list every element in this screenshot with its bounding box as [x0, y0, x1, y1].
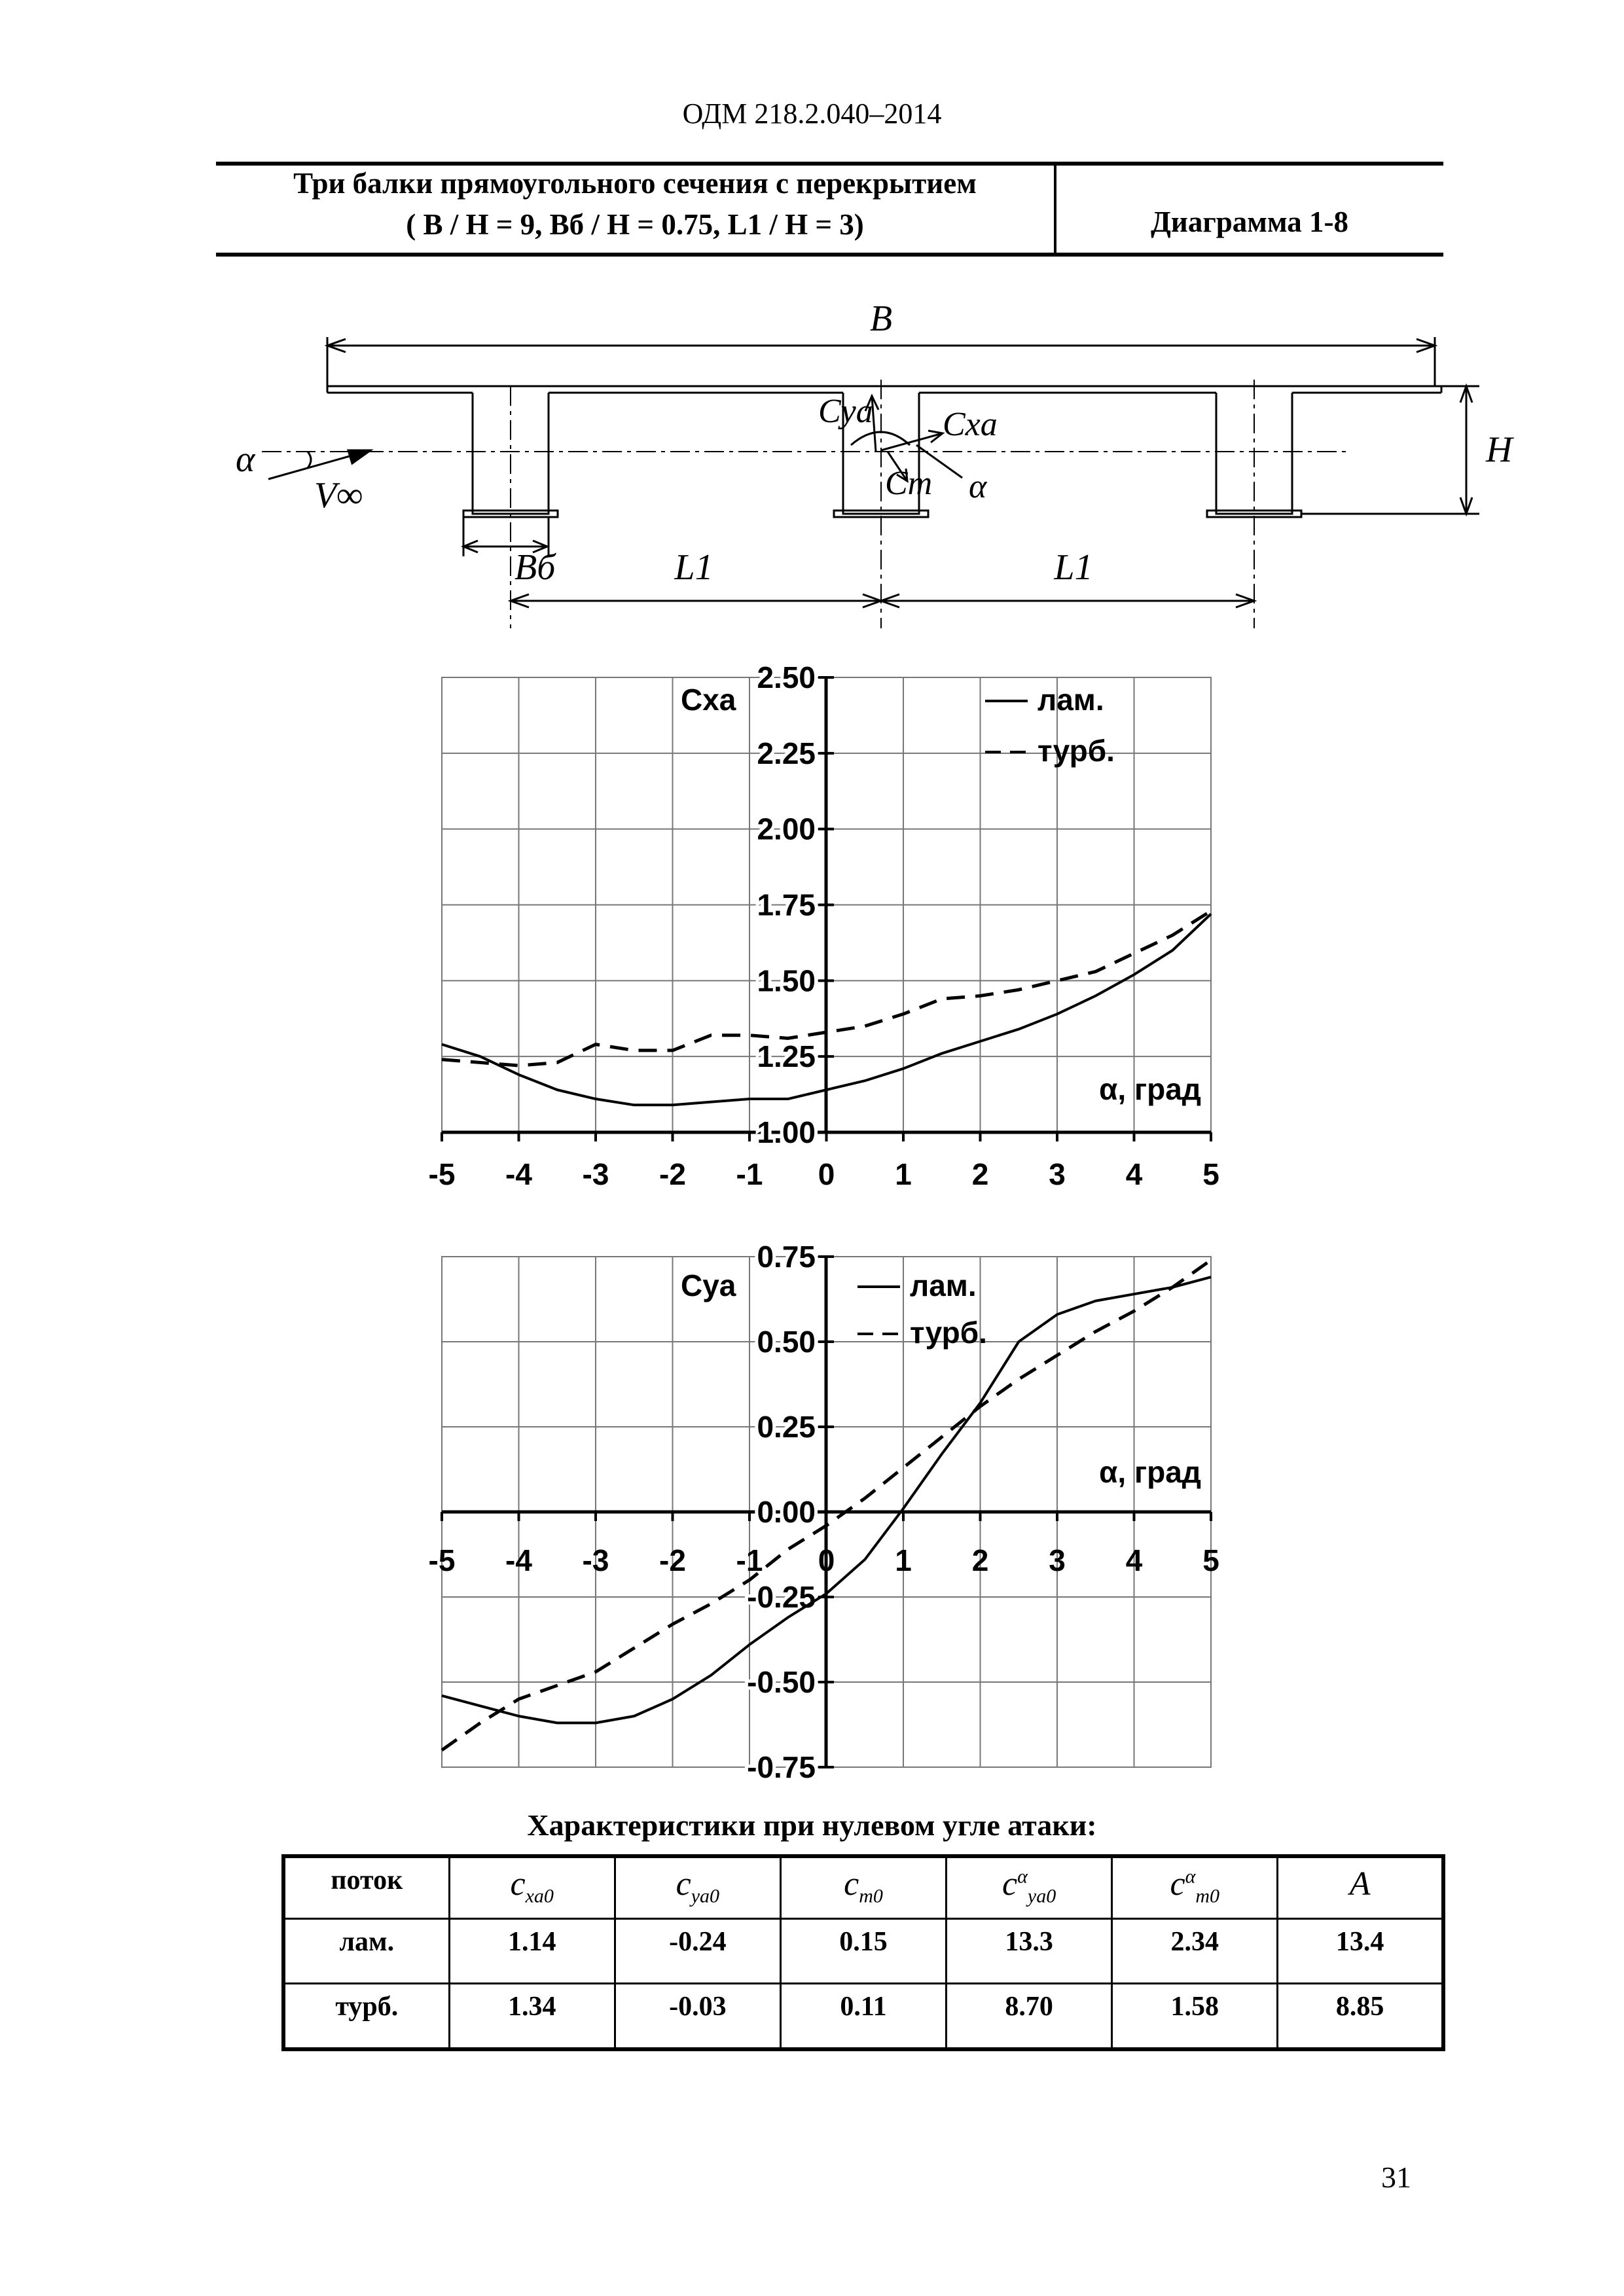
x-tick-label: -5: [428, 1157, 456, 1191]
cm-label: Cm: [885, 465, 933, 502]
y-tick-label: 1.50: [757, 963, 816, 998]
diagram-number: Диаграмма 1-8: [1150, 206, 1349, 238]
header-cxa0: $c_{xa0}$: [449, 1856, 615, 1919]
header-flow: поток: [283, 1856, 449, 1919]
cell-cxa0: 1.14: [449, 1919, 615, 1984]
dim-B-label: B: [869, 298, 893, 339]
cxa-label: Cxa: [943, 406, 998, 443]
x-tick-label: 1: [895, 1543, 912, 1577]
dim-H-label: H: [1486, 429, 1513, 470]
x-tick-label: -3: [582, 1543, 609, 1577]
header-A: A: [1278, 1856, 1443, 1919]
cell-cya0: -0.03: [615, 1984, 780, 2050]
x-tick-label: 1: [895, 1157, 912, 1191]
dim-Bb-label: Bб: [514, 547, 556, 588]
header-cya-alpha: $c^\alpha_{ya0}$: [947, 1856, 1112, 1919]
cell-A: 13.4: [1278, 1919, 1443, 1984]
page-number: 31: [1381, 2161, 1411, 2194]
x-tick-label: -5: [428, 1543, 456, 1577]
cxa-arrow: [881, 433, 943, 450]
cell-cm-alpha: 2.34: [1112, 1919, 1278, 1984]
legend-label: турб.: [910, 1316, 987, 1350]
cell-cya-alpha: 13.3: [947, 1919, 1112, 1984]
header-cya0: $c_{ya0}$: [615, 1856, 780, 1919]
y-tick-label: 1.75: [757, 888, 816, 922]
table-row: [283, 1984, 1443, 2050]
x-tick-label: -1: [736, 1157, 763, 1191]
table-row: [283, 1919, 1443, 1984]
cxa-chart: [406, 661, 1257, 1237]
x-tick-label: 5: [1202, 1543, 1219, 1577]
cell-cm-alpha: 1.58: [1112, 1984, 1278, 2050]
diagram-title-line2: ( B / H = 9, Bб / H = 0.75, L1 / H = 3): [406, 208, 864, 241]
y-tick-label: -0.25: [747, 1580, 816, 1614]
x-tick-label: -2: [659, 1543, 686, 1577]
table-header-row: [283, 1856, 1443, 1919]
deck-outline: [327, 386, 1441, 393]
cell-A: 8.85: [1278, 1984, 1443, 2050]
y-tick-label: 0.25: [757, 1410, 816, 1444]
cell-flow: лам.: [283, 1919, 449, 1984]
table-caption: Характеристики при нулевом угле атаки:: [527, 1808, 1097, 1842]
x-tick-label: 3: [1049, 1157, 1066, 1191]
cell-cya0: -0.24: [615, 1919, 780, 1984]
v-inf-label: V∞: [314, 475, 363, 516]
legend-label: лам.: [910, 1268, 977, 1302]
y-tick-label: 2.50: [757, 661, 816, 694]
x-tick-label: 0: [818, 1157, 835, 1191]
alpha-left-label: α: [236, 439, 255, 480]
cya-label: Cya: [818, 393, 873, 430]
dim-L1-left-label: L1: [674, 547, 713, 588]
dim-L1-right-label: L1: [1054, 547, 1093, 588]
x-tick-label: 2: [971, 1157, 989, 1191]
header-top-rule: [216, 162, 1443, 166]
y-tick-label: 0.50: [757, 1325, 816, 1359]
x-axis-label: α, град: [1099, 1455, 1201, 1489]
y-tick-label: 1.25: [757, 1039, 816, 1074]
x-tick-label: 4: [1125, 1157, 1143, 1191]
x-tick-label: 2: [971, 1543, 989, 1577]
x-tick-label: 5: [1202, 1157, 1219, 1191]
x-tick-label: -3: [582, 1157, 609, 1191]
cross-section-scheme: [0, 281, 1624, 648]
cya-chart: [406, 1237, 1257, 1813]
cell-cm0: 0.15: [780, 1919, 946, 1984]
alpha-center-label: α: [969, 468, 987, 505]
y-tick-label: -0.75: [747, 1750, 816, 1784]
x-tick-label: -2: [659, 1157, 686, 1191]
legend-label: турб.: [1038, 734, 1115, 768]
cell-cxa0: 1.34: [449, 1984, 615, 2050]
cell-cm0: 0.11: [780, 1984, 946, 2050]
header-cm0: $c_{m0}$: [780, 1856, 946, 1919]
document-code: ОДМ 218.2.040–2014: [682, 98, 942, 130]
y-tick-label: 2.25: [757, 736, 816, 770]
header-cm-alpha: $c^\alpha_{m0}$: [1112, 1856, 1278, 1919]
cell-cya-alpha: 8.70: [947, 1984, 1112, 2050]
x-tick-label: 0: [818, 1543, 835, 1577]
characteristics-table: [281, 1854, 1445, 2051]
x-axis-label: α, град: [1099, 1072, 1201, 1106]
x-tick-label: 3: [1049, 1543, 1066, 1577]
legend-label: лам.: [1038, 683, 1104, 717]
x-tick-label: -1: [736, 1543, 763, 1577]
diagram-title-line1: Три балки прямоугольного сечения с перекрытием: [293, 167, 977, 200]
x-tick-label: -4: [505, 1157, 532, 1191]
x-tick-label: 4: [1125, 1543, 1143, 1577]
y-tick-label: 0.75: [757, 1240, 816, 1274]
x-tick-label: -4: [505, 1543, 532, 1577]
y-tick-label: 0.00: [757, 1495, 816, 1529]
header-bottom-rule: [216, 253, 1443, 257]
y-axis-label: Cya: [681, 1268, 736, 1302]
y-axis-label: Cxa: [681, 683, 736, 717]
y-tick-label: 2.00: [757, 812, 816, 846]
y-tick-label: 1.00: [757, 1115, 816, 1149]
y-tick-label: -0.50: [747, 1665, 816, 1699]
cell-flow: турб.: [283, 1984, 449, 2050]
